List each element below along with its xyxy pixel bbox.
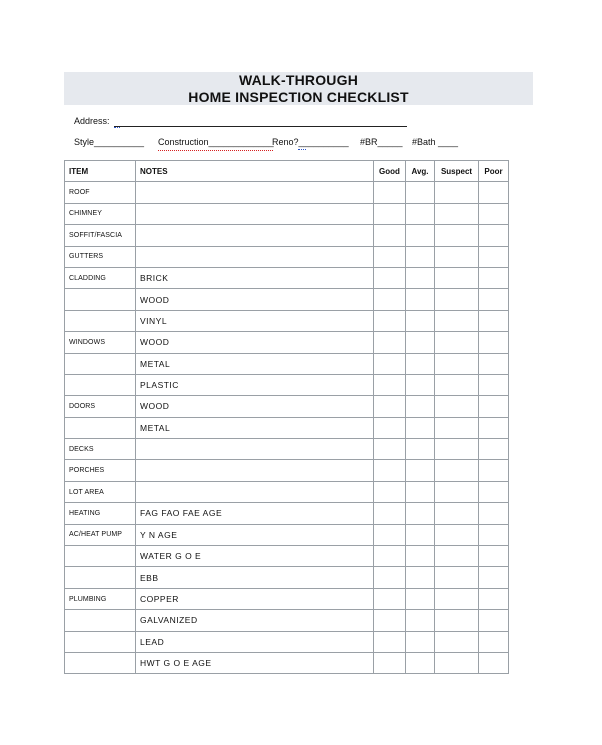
notes-cell[interactable]: EBB	[136, 567, 374, 588]
spellcheck-underline	[158, 148, 273, 151]
rating-avg-cell[interactable]	[406, 225, 435, 246]
table-row	[65, 353, 509, 374]
rating-good-cell[interactable]	[374, 439, 406, 460]
rating-suspect-cell[interactable]	[435, 374, 479, 395]
rating-poor-cell[interactable]	[479, 652, 509, 673]
rating-good-cell[interactable]	[374, 246, 406, 267]
table-row	[65, 332, 509, 353]
rating-good-cell[interactable]	[374, 481, 406, 502]
rating-suspect-cell[interactable]	[435, 481, 479, 502]
table-row	[65, 267, 509, 288]
rating-suspect-cell[interactable]	[435, 396, 479, 417]
item-cell: LOT AREA	[65, 481, 136, 502]
item-cell: CHIMNEY	[65, 203, 136, 224]
rating-avg-cell[interactable]	[406, 503, 435, 524]
notes-cell[interactable]: METAL	[136, 353, 374, 374]
rating-good-cell[interactable]	[374, 203, 406, 224]
address-field[interactable]	[114, 126, 407, 127]
rating-good-cell[interactable]	[374, 332, 406, 353]
rating-poor-cell[interactable]	[479, 182, 509, 203]
rating-suspect-cell[interactable]	[435, 631, 479, 652]
item-cell: HEATING	[65, 503, 136, 524]
item-cell	[65, 310, 136, 331]
rating-poor-cell[interactable]	[479, 353, 509, 374]
rating-suspect-cell[interactable]	[435, 439, 479, 460]
table-row	[65, 374, 509, 395]
rating-good-cell[interactable]	[374, 417, 406, 438]
rating-poor-cell[interactable]	[479, 588, 509, 609]
rating-avg-cell[interactable]	[406, 439, 435, 460]
table-row	[65, 182, 509, 203]
rating-good-cell[interactable]	[374, 289, 406, 310]
rating-good-cell[interactable]	[374, 310, 406, 331]
item-cell	[65, 567, 136, 588]
notes-cell[interactable]: WATER G O E	[136, 546, 374, 567]
rating-suspect-cell[interactable]	[435, 610, 479, 631]
item-cell: ROOF	[65, 182, 136, 203]
rating-suspect-cell[interactable]	[435, 332, 479, 353]
notes-cell[interactable]: WOOD	[136, 289, 374, 310]
rating-suspect-cell[interactable]	[435, 567, 479, 588]
notes-cell[interactable]	[136, 460, 374, 481]
item-cell	[65, 610, 136, 631]
page-title: WALK-THROUGH	[238, 72, 359, 88]
rating-good-cell[interactable]	[374, 610, 406, 631]
notes-cell[interactable]: PLASTIC	[136, 374, 374, 395]
rating-avg-cell[interactable]	[406, 610, 435, 631]
rating-good-cell[interactable]	[374, 546, 406, 567]
rating-suspect-cell[interactable]	[435, 417, 479, 438]
rating-poor-cell[interactable]	[479, 567, 509, 588]
rating-avg-cell[interactable]	[406, 546, 435, 567]
rating-avg-cell[interactable]	[406, 203, 435, 224]
notes-cell[interactable]: FAG FAO FAE AGE	[136, 503, 374, 524]
rating-avg-cell[interactable]	[406, 460, 435, 481]
rating-poor-cell[interactable]	[479, 289, 509, 310]
address-label: Address:	[74, 116, 110, 126]
notes-cell[interactable]	[136, 225, 374, 246]
rating-avg-cell[interactable]	[406, 289, 435, 310]
notes-cell[interactable]: GALVANIZED	[136, 610, 374, 631]
rating-suspect-cell[interactable]	[435, 503, 479, 524]
inspection-table	[64, 160, 509, 674]
table-row	[65, 289, 509, 310]
rating-avg-cell[interactable]	[406, 652, 435, 673]
table-row	[65, 610, 509, 631]
item-cell	[65, 417, 136, 438]
rating-avg-cell[interactable]	[406, 481, 435, 502]
rating-good-cell[interactable]	[374, 460, 406, 481]
rating-good-cell[interactable]	[374, 631, 406, 652]
item-cell	[65, 546, 136, 567]
notes-cell[interactable]	[136, 182, 374, 203]
rating-poor-cell[interactable]	[479, 267, 509, 288]
page-subtitle: HOME INSPECTION CHECKLIST	[188, 89, 409, 105]
spellcheck-underline	[298, 147, 306, 150]
column-header-poor: Poor	[479, 161, 509, 182]
notes-cell[interactable]: COPPER	[136, 588, 374, 609]
table-row	[65, 396, 509, 417]
item-cell	[65, 374, 136, 395]
rating-suspect-cell[interactable]	[435, 246, 479, 267]
rating-good-cell[interactable]	[374, 652, 406, 673]
column-header-suspect: Suspect	[435, 161, 479, 182]
rating-poor-cell[interactable]	[479, 396, 509, 417]
rating-avg-cell[interactable]	[406, 567, 435, 588]
table-header-row	[65, 161, 509, 182]
rating-good-cell[interactable]	[374, 225, 406, 246]
item-cell: GUTTERS	[65, 246, 136, 267]
item-cell	[65, 631, 136, 652]
item-cell: CLADDING	[65, 267, 136, 288]
notes-cell[interactable]: WOOD	[136, 396, 374, 417]
rating-avg-cell[interactable]	[406, 631, 435, 652]
rating-suspect-cell[interactable]	[435, 225, 479, 246]
rating-poor-cell[interactable]	[479, 374, 509, 395]
rating-good-cell[interactable]	[374, 503, 406, 524]
notes-cell[interactable]: WOOD	[136, 332, 374, 353]
rating-avg-cell[interactable]	[406, 267, 435, 288]
item-cell: AC/HEAT PUMP	[65, 524, 136, 545]
rating-good-cell[interactable]	[374, 182, 406, 203]
rating-suspect-cell[interactable]	[435, 524, 479, 545]
notes-cell[interactable]: METAL	[136, 417, 374, 438]
rating-poor-cell[interactable]	[479, 332, 509, 353]
table-row	[65, 460, 509, 481]
notes-cell[interactable]: Y N AGE	[136, 524, 374, 545]
column-header-notes: NOTES	[136, 161, 374, 182]
table-row	[65, 588, 509, 609]
rating-poor-cell[interactable]	[479, 246, 509, 267]
rating-avg-cell[interactable]	[406, 374, 435, 395]
rating-poor-cell[interactable]	[479, 524, 509, 545]
rating-suspect-cell[interactable]	[435, 652, 479, 673]
rating-avg-cell[interactable]	[406, 182, 435, 203]
rating-suspect-cell[interactable]	[435, 588, 479, 609]
rating-poor-cell[interactable]	[479, 439, 509, 460]
notes-cell[interactable]: LEAD	[136, 631, 374, 652]
bedrooms-field[interactable]: #BR_____	[360, 137, 403, 147]
item-cell: DOORS	[65, 396, 136, 417]
notes-cell[interactable]	[136, 481, 374, 502]
rating-poor-cell[interactable]	[479, 417, 509, 438]
rating-suspect-cell[interactable]	[435, 546, 479, 567]
table-row	[65, 310, 509, 331]
item-cell: DECKS	[65, 439, 136, 460]
table-row	[65, 524, 509, 545]
item-cell	[65, 289, 136, 310]
bathrooms-field[interactable]: #Bath ____	[412, 137, 459, 147]
rating-good-cell[interactable]	[374, 374, 406, 395]
rating-suspect-cell[interactable]	[435, 460, 479, 481]
table-row	[65, 652, 509, 673]
item-cell: SOFFIT/FASCIA	[65, 225, 136, 246]
reno-field[interactable]: Reno?__________	[272, 137, 349, 147]
rating-poor-cell[interactable]	[479, 310, 509, 331]
rating-suspect-cell[interactable]	[435, 289, 479, 310]
rating-good-cell[interactable]	[374, 353, 406, 374]
rating-poor-cell[interactable]	[479, 203, 509, 224]
rating-avg-cell[interactable]	[406, 310, 435, 331]
rating-avg-cell[interactable]	[406, 588, 435, 609]
rating-avg-cell[interactable]	[406, 524, 435, 545]
style-field[interactable]: Style__________	[74, 137, 145, 147]
rating-good-cell[interactable]	[374, 588, 406, 609]
table-row	[65, 203, 509, 224]
item-cell	[65, 652, 136, 673]
item-cell: PORCHES	[65, 460, 136, 481]
rating-avg-cell[interactable]	[406, 396, 435, 417]
rating-poor-cell[interactable]	[479, 631, 509, 652]
rating-poor-cell[interactable]	[479, 546, 509, 567]
notes-cell[interactable]	[136, 203, 374, 224]
item-cell	[65, 353, 136, 374]
rating-suspect-cell[interactable]	[435, 353, 479, 374]
rating-good-cell[interactable]	[374, 396, 406, 417]
table-row	[65, 481, 509, 502]
column-header-avg: Avg.	[406, 161, 435, 182]
notes-cell[interactable]	[136, 439, 374, 460]
notes-cell[interactable]: HWT G O E AGE	[136, 652, 374, 673]
item-cell: PLUMBING	[65, 588, 136, 609]
rating-good-cell[interactable]	[374, 567, 406, 588]
rating-poor-cell[interactable]	[479, 481, 509, 502]
rating-poor-cell[interactable]	[479, 460, 509, 481]
rating-suspect-cell[interactable]	[435, 182, 479, 203]
construction-field[interactable]: Construction_____________	[158, 137, 274, 147]
rating-avg-cell[interactable]	[406, 417, 435, 438]
rating-avg-cell[interactable]	[406, 332, 435, 353]
rating-suspect-cell[interactable]	[435, 203, 479, 224]
table-row	[65, 225, 509, 246]
table-row	[65, 631, 509, 652]
table-row	[65, 439, 509, 460]
item-cell: WINDOWS	[65, 332, 136, 353]
table-row	[65, 417, 509, 438]
rating-poor-cell[interactable]	[479, 610, 509, 631]
table-row	[65, 246, 509, 267]
table-row	[65, 503, 509, 524]
rating-poor-cell[interactable]	[479, 503, 509, 524]
column-header-good: Good	[374, 161, 406, 182]
rating-suspect-cell[interactable]	[435, 267, 479, 288]
rating-avg-cell[interactable]	[406, 353, 435, 374]
rating-good-cell[interactable]	[374, 524, 406, 545]
column-header-item: ITEM	[65, 161, 136, 182]
table-row	[65, 546, 509, 567]
rating-suspect-cell[interactable]	[435, 310, 479, 331]
notes-cell[interactable]: BRICK	[136, 267, 374, 288]
rating-good-cell[interactable]	[374, 267, 406, 288]
notes-cell[interactable]	[136, 246, 374, 267]
notes-cell[interactable]: VINYL	[136, 310, 374, 331]
table-row	[65, 567, 509, 588]
rating-poor-cell[interactable]	[479, 225, 509, 246]
rating-avg-cell[interactable]	[406, 246, 435, 267]
